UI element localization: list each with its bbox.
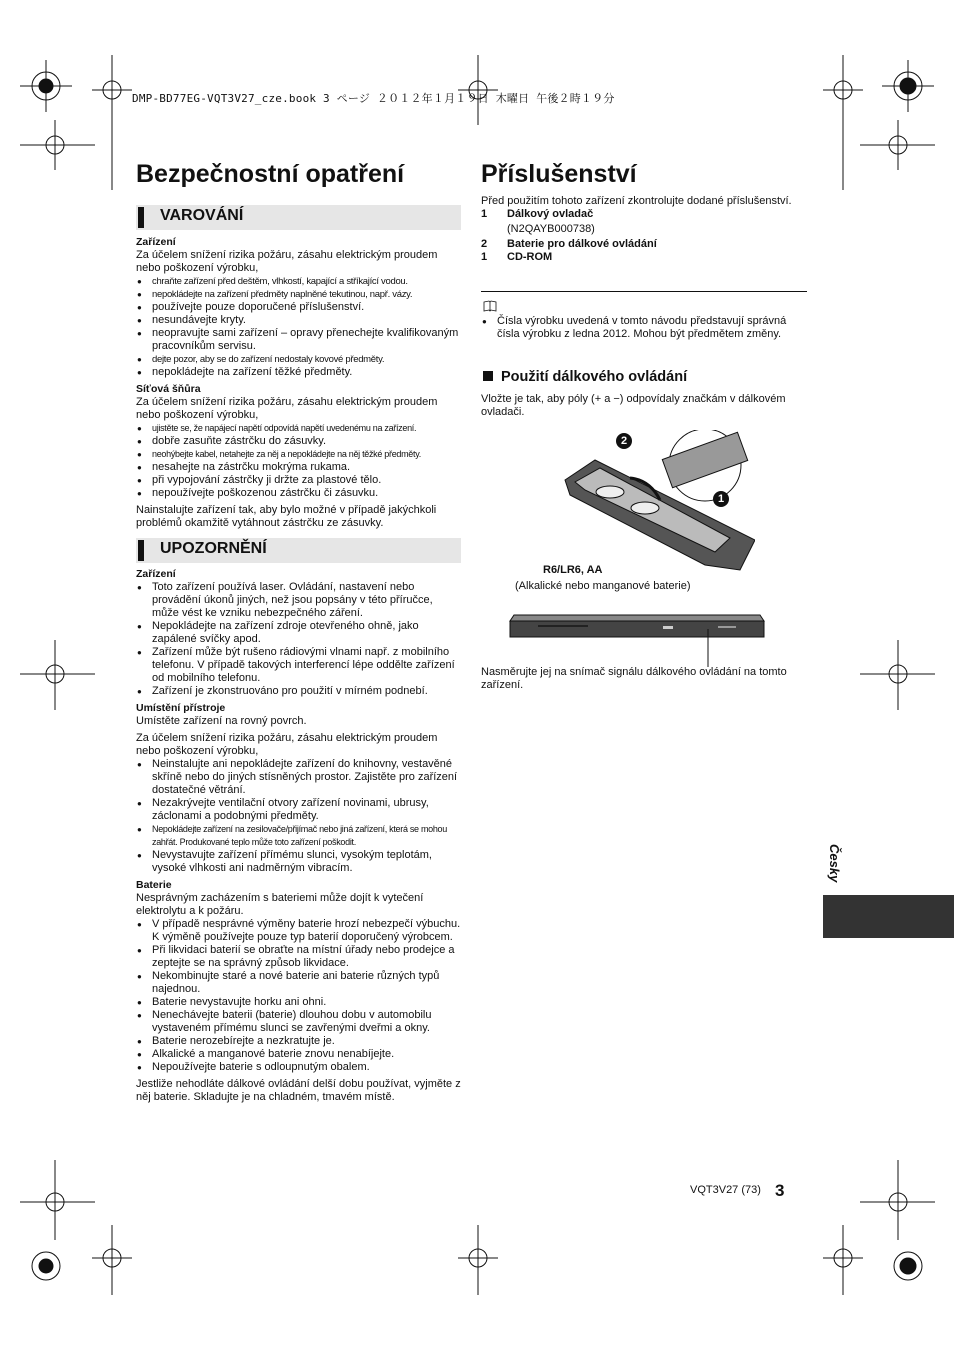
upozorneni-body <box>136 568 461 1104</box>
accessories-intro: Před použitím tohoto zařízení zkontrolujte dodané příslušenství. <box>481 195 792 207</box>
label-umisteni: Umístění přístroje <box>136 702 226 714</box>
list-item: ● Nevystavujte zařízení přímému slunci, vysokým teplotám, vysoké vlhkosti ani nadměrným vibracím. <box>136 849 461 875</box>
list-item: ● ujistěte se, že napájecí napětí odpovídá napětí uvedenému na zařízení. <box>136 422 461 435</box>
label-zarizeni: Zařízení <box>136 236 176 248</box>
step-2-badge: 2 <box>616 433 632 449</box>
list-item: ● Nepoužívejte baterie s odloupnutým obalem. <box>136 1061 461 1074</box>
list-item: ● při vypojování zástrčky ji držte za plastové tělo. <box>136 474 461 487</box>
list-item: ● Neinstalujte ani nepokládejte zařízení do knihovny, vestavěné skříně nebo do jiných stísněných prostor. Zajistěte pro zařízení dostatečné větrání. <box>136 758 461 797</box>
book-icon <box>483 300 497 312</box>
accessory-row <box>481 238 807 251</box>
accessory-row <box>481 251 807 264</box>
list-item: ● chraňte zařízení před deštěm, vlhkostí, kapající a stříkající vodou. <box>136 275 461 288</box>
battery-type-sub: (Alkalické nebo manganové baterie) <box>515 580 691 592</box>
accessory-qty: 2 <box>481 238 488 250</box>
intro-text: Nesprávným zacházením s bateriemi může dojít k vytečení elektrolytu a k požáru. <box>136 892 424 917</box>
list-item: ● Nenechávejte baterii (baterie) dlouhou dobu v automobilu vystaveném přímému slunci se zavřenými dveřmi a okny. <box>136 1009 461 1035</box>
language-tab-bar <box>823 895 954 938</box>
file-header-line: DMP-BD77EG-VQT3V27_cze.book 3 ページ ２０１２年１月１９日 木曜日 午後２時１９分 <box>132 92 615 105</box>
label-snura: Síťová šňůra <box>136 383 201 395</box>
list-item: ● používejte pouze doporučené příslušenství. <box>136 301 461 314</box>
accessory-row <box>481 208 807 221</box>
divider <box>481 291 807 292</box>
section-bar <box>138 540 144 561</box>
page-number: 3 <box>775 1181 785 1200</box>
list-item: ● Nepokládejte na zařízení zdroje otevřeného ohně, jako zapálené svíčky apod. <box>136 620 461 646</box>
note-item: ● Čísla výrobku uvedená v tomto návodu představují správná čísla výrobku z ledna 2012. Mohou být předmětem změny. <box>481 315 807 341</box>
list-item: ● dejte pozor, aby se do zařízení nedostaly kovové předměty. <box>136 353 461 366</box>
baterie-list <box>136 918 461 1074</box>
square-bullet-icon <box>483 371 493 381</box>
outro-text: Nainstalujte zařízení tak, aby bylo možné v případě jakýchkoli problémů okamžitě vytáhnout zástrčku ze zásuvky. <box>136 504 437 529</box>
title-bezpecnostni: Bezpečnostní opatření <box>136 160 405 188</box>
list-item: ● nepoužívejte poškozenou zástrčku či zásuvku. <box>136 487 461 500</box>
list-item: ● Baterie nerozebírejte a nezkratujte je. <box>136 1035 461 1048</box>
list-item: ● Nepokládejte zařízení na zesilovače/přijímač nebo jiná zařízení, která se mohou zahřát. Produkované teplo může toto zařízení poškodit. <box>136 823 461 849</box>
list-item: ● Alkalické a manganové baterie znovu nenabíjejte. <box>136 1048 461 1061</box>
zarizeni-list <box>136 275 461 379</box>
accessory-qty: 1 <box>481 251 488 263</box>
list-item: ● Baterie nevystavujte horku ani ohni. <box>136 996 461 1009</box>
varovani-body <box>136 236 461 530</box>
section-bar <box>138 207 144 228</box>
outro-text: Jestliže nehodláte dálkové ovládání delší dobu používat, vyjměte z něj baterie. Skladujte je na chladném, tmavém místě. <box>136 1078 461 1103</box>
note-block <box>481 315 807 341</box>
footer-code: VQT3V27 (73) <box>690 1184 761 1196</box>
list-item: ● Zařízení je zkonstruováno pro použití v mírném podnebí. <box>136 685 461 698</box>
accessory-name: Dálkový ovladač <box>507 208 594 220</box>
label-baterie: Baterie <box>136 879 172 891</box>
snura-list <box>136 422 461 500</box>
remote-instructions: Vložte je tak, aby póly (+ a −) odpovídaly značkám v dálkovém ovladači. <box>481 393 786 418</box>
section-heading: UPOZORNĚNÍ <box>160 540 267 557</box>
remote-heading <box>483 369 687 385</box>
section-heading: VAROVÁNÍ <box>160 207 244 224</box>
intro-text: Za účelem snížení rizika požáru, zásahu elektrickým proudem nebo poškození výrobku, <box>136 396 438 421</box>
step-1-badge: 1 <box>713 491 729 507</box>
list-item: ● V případě nesprávné výměny baterie hrozí nebezpečí výbuchu. K výměně používejte pouze typ baterií doporučený výrobcem. <box>136 918 461 944</box>
list-item: ● Toto zařízení používá laser. Ovládání, nastavení nebo provádění úkonů jiných, než jsou popsány v této příručce, může vést ke vzniku nebezpečného záření. <box>136 581 461 620</box>
language-tab-label <box>812 842 846 892</box>
intro-text: Za účelem snížení rizika požáru, zásahu elektrickým proudem nebo poškození výrobku, <box>136 732 438 757</box>
zarizeni-caution-list <box>136 581 461 698</box>
list-item: ● nesundávejte kryty. <box>136 314 461 327</box>
accessory-name: Baterie pro dálkové ovládání <box>507 238 657 250</box>
list-item: ● nesahejte na zástrčku mokrýma rukama. <box>136 461 461 474</box>
intro-text: Za účelem snížení rizika požáru, zásahu elektrickým proudem nebo poškození výrobku, <box>136 249 438 274</box>
language-label: Česky <box>827 844 842 883</box>
accessory-code: (N2QAYB000738) <box>507 223 595 235</box>
player-illustration <box>508 611 768 671</box>
accessory-name: CD-ROM <box>507 251 553 263</box>
list-item: ● dobře zasuňte zástrčku do zásuvky. <box>136 435 461 448</box>
title-prislusenstvi: Příslušenství <box>481 160 637 188</box>
list-item: ● Zařízení může být rušeno rádiovými vlnami např. z mobilního telefonu. V případě takových interferencí lépe oddělte zařízení od mobilního telefonu. <box>136 646 461 685</box>
accessories-block <box>481 195 807 264</box>
accessory-qty: 1 <box>481 208 488 220</box>
list-item: ● Při likvidaci baterií se obraťte na místní úřady nebo prodejce a zeptejte se na správný způsob likvidace. <box>136 944 461 970</box>
section-upozorneni <box>136 538 461 563</box>
list-item: ● neohýbejte kabel, netahejte za něj a nepokládejte na něj těžké předměty. <box>136 448 461 461</box>
umisteni-list <box>136 758 461 875</box>
aim-instructions: Nasměrujte jej na snímač signálu dálkového ovládání na tomto zařízení. <box>481 666 787 691</box>
battery-type-label: R6/LR6, AA <box>543 564 603 576</box>
label-zarizeni: Zařízení <box>136 568 176 580</box>
list-item: ● nepokládejte na zařízení těžké předměty. <box>136 366 461 379</box>
list-item: ● nepokládejte na zařízení předměty naplněné tekutinou, např. vázy. <box>136 288 461 301</box>
list-item: ● Nekombinujte staré a nové baterie ani baterie různých typů najednou. <box>136 970 461 996</box>
list-item: ● neopravujte sami zařízení – opravy přenechejte kvalifikovaným pracovníkům servisu. <box>136 327 461 353</box>
umisteni-text: Umístěte zařízení na rovný povrch. <box>136 715 307 727</box>
remote-heading-text: Použití dálkového ovládání <box>501 369 688 385</box>
list-item: ● Nezakrývejte ventilační otvory zařízení novinami, ubrusy, záclonami a podobnými předměty. <box>136 797 461 823</box>
section-varovani <box>136 205 461 230</box>
